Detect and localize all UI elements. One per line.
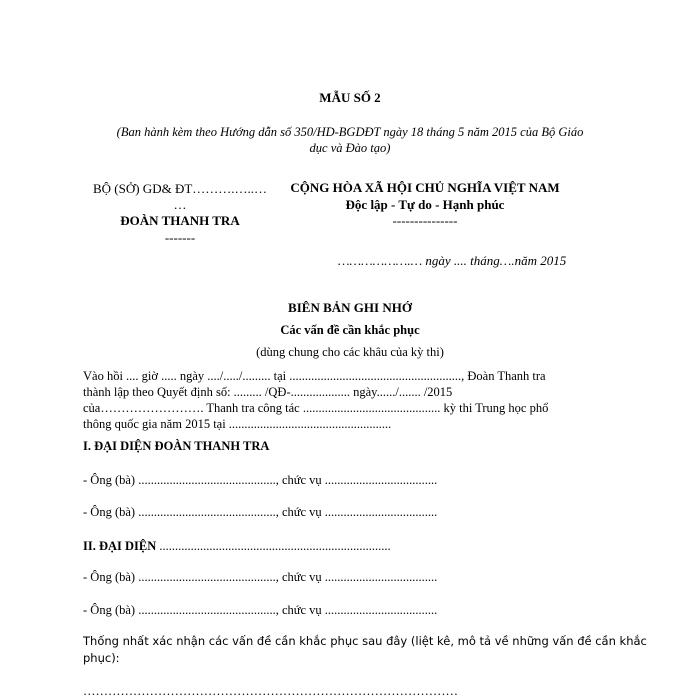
intro-line: thành lập theo Quyết định số: ......... /QĐ-................... ngày....../....... /2015 (83, 385, 453, 399)
ministry-line: BỘ (SỞ) GD& ĐT……….…..… (92, 181, 268, 196)
document-usage-note: (dùng chung cho các khâu của kỳ thi) (256, 345, 444, 359)
fill-in-dotted-line: ……………………………………………………………………………… (83, 684, 458, 698)
member-line: - Ông (bà) ............................................, chức vụ .................................... (83, 473, 438, 487)
country-name: CỘNG HÒA XÃ HỘI CHỦ NGHĨA VIỆT NAM (290, 180, 560, 195)
intro-line: của……………………. Thanh tra công tác ............................................ kỳ thi Trung học phổ (83, 401, 549, 415)
inspection-unit: ĐOÀN THANH TRA (120, 213, 240, 228)
section-heading-label: II. ĐẠI DIỆN (83, 539, 157, 553)
left-header-underline: ------- (164, 230, 196, 245)
right-header-underline: --------------- (392, 213, 458, 228)
member-line: - Ông (bà) ............................................, chức vụ .................................... (83, 505, 438, 519)
ministry-line-continued: … (173, 197, 187, 212)
issuance-note-line2: dục và Đào tạo) (309, 141, 391, 155)
national-motto: Độc lập - Tự do - Hạnh phúc (345, 197, 505, 212)
section-heading-representative (83, 539, 391, 554)
issuance-note-line1: (Ban hành kèm theo Hướng dẫn số 350/HD-BGDĐT ngày 18 tháng 5 năm 2015 của Bộ Giáo (116, 125, 584, 139)
section-heading-dots: .......................................................................... (156, 539, 391, 553)
agreement-text-line2: phục): (83, 651, 120, 665)
intro-line: Vào hồi .... giờ ..... ngày ..../...../......... tại ......................................................., Đoàn Thanh tra (83, 369, 546, 383)
member-line: - Ông (bà) ............................................, chức vụ .................................... (83, 570, 438, 584)
agreement-text-line1: Thống nhất xác nhận các vấn đề cần khắc phục sau đây (liệt kê, mô tả về những vấn đề cần khắc (83, 634, 647, 648)
member-line: - Ông (bà) ............................................, chức vụ .................................... (83, 603, 438, 617)
intro-line: thông quốc gia năm 2015 tại .................................................... (83, 417, 392, 431)
document-subtitle: Các vấn đề cần khắc phục (280, 323, 420, 337)
section-heading-inspection-team: I. ĐẠI DIỆN ĐOÀN THANH TRA (83, 439, 270, 453)
document-title: BIÊN BẢN GHI NHỚ (288, 300, 412, 315)
form-code: MẪU SỐ 2 (319, 90, 381, 105)
date-line: ……………….… ngày .... tháng….năm 2015 (338, 253, 567, 268)
